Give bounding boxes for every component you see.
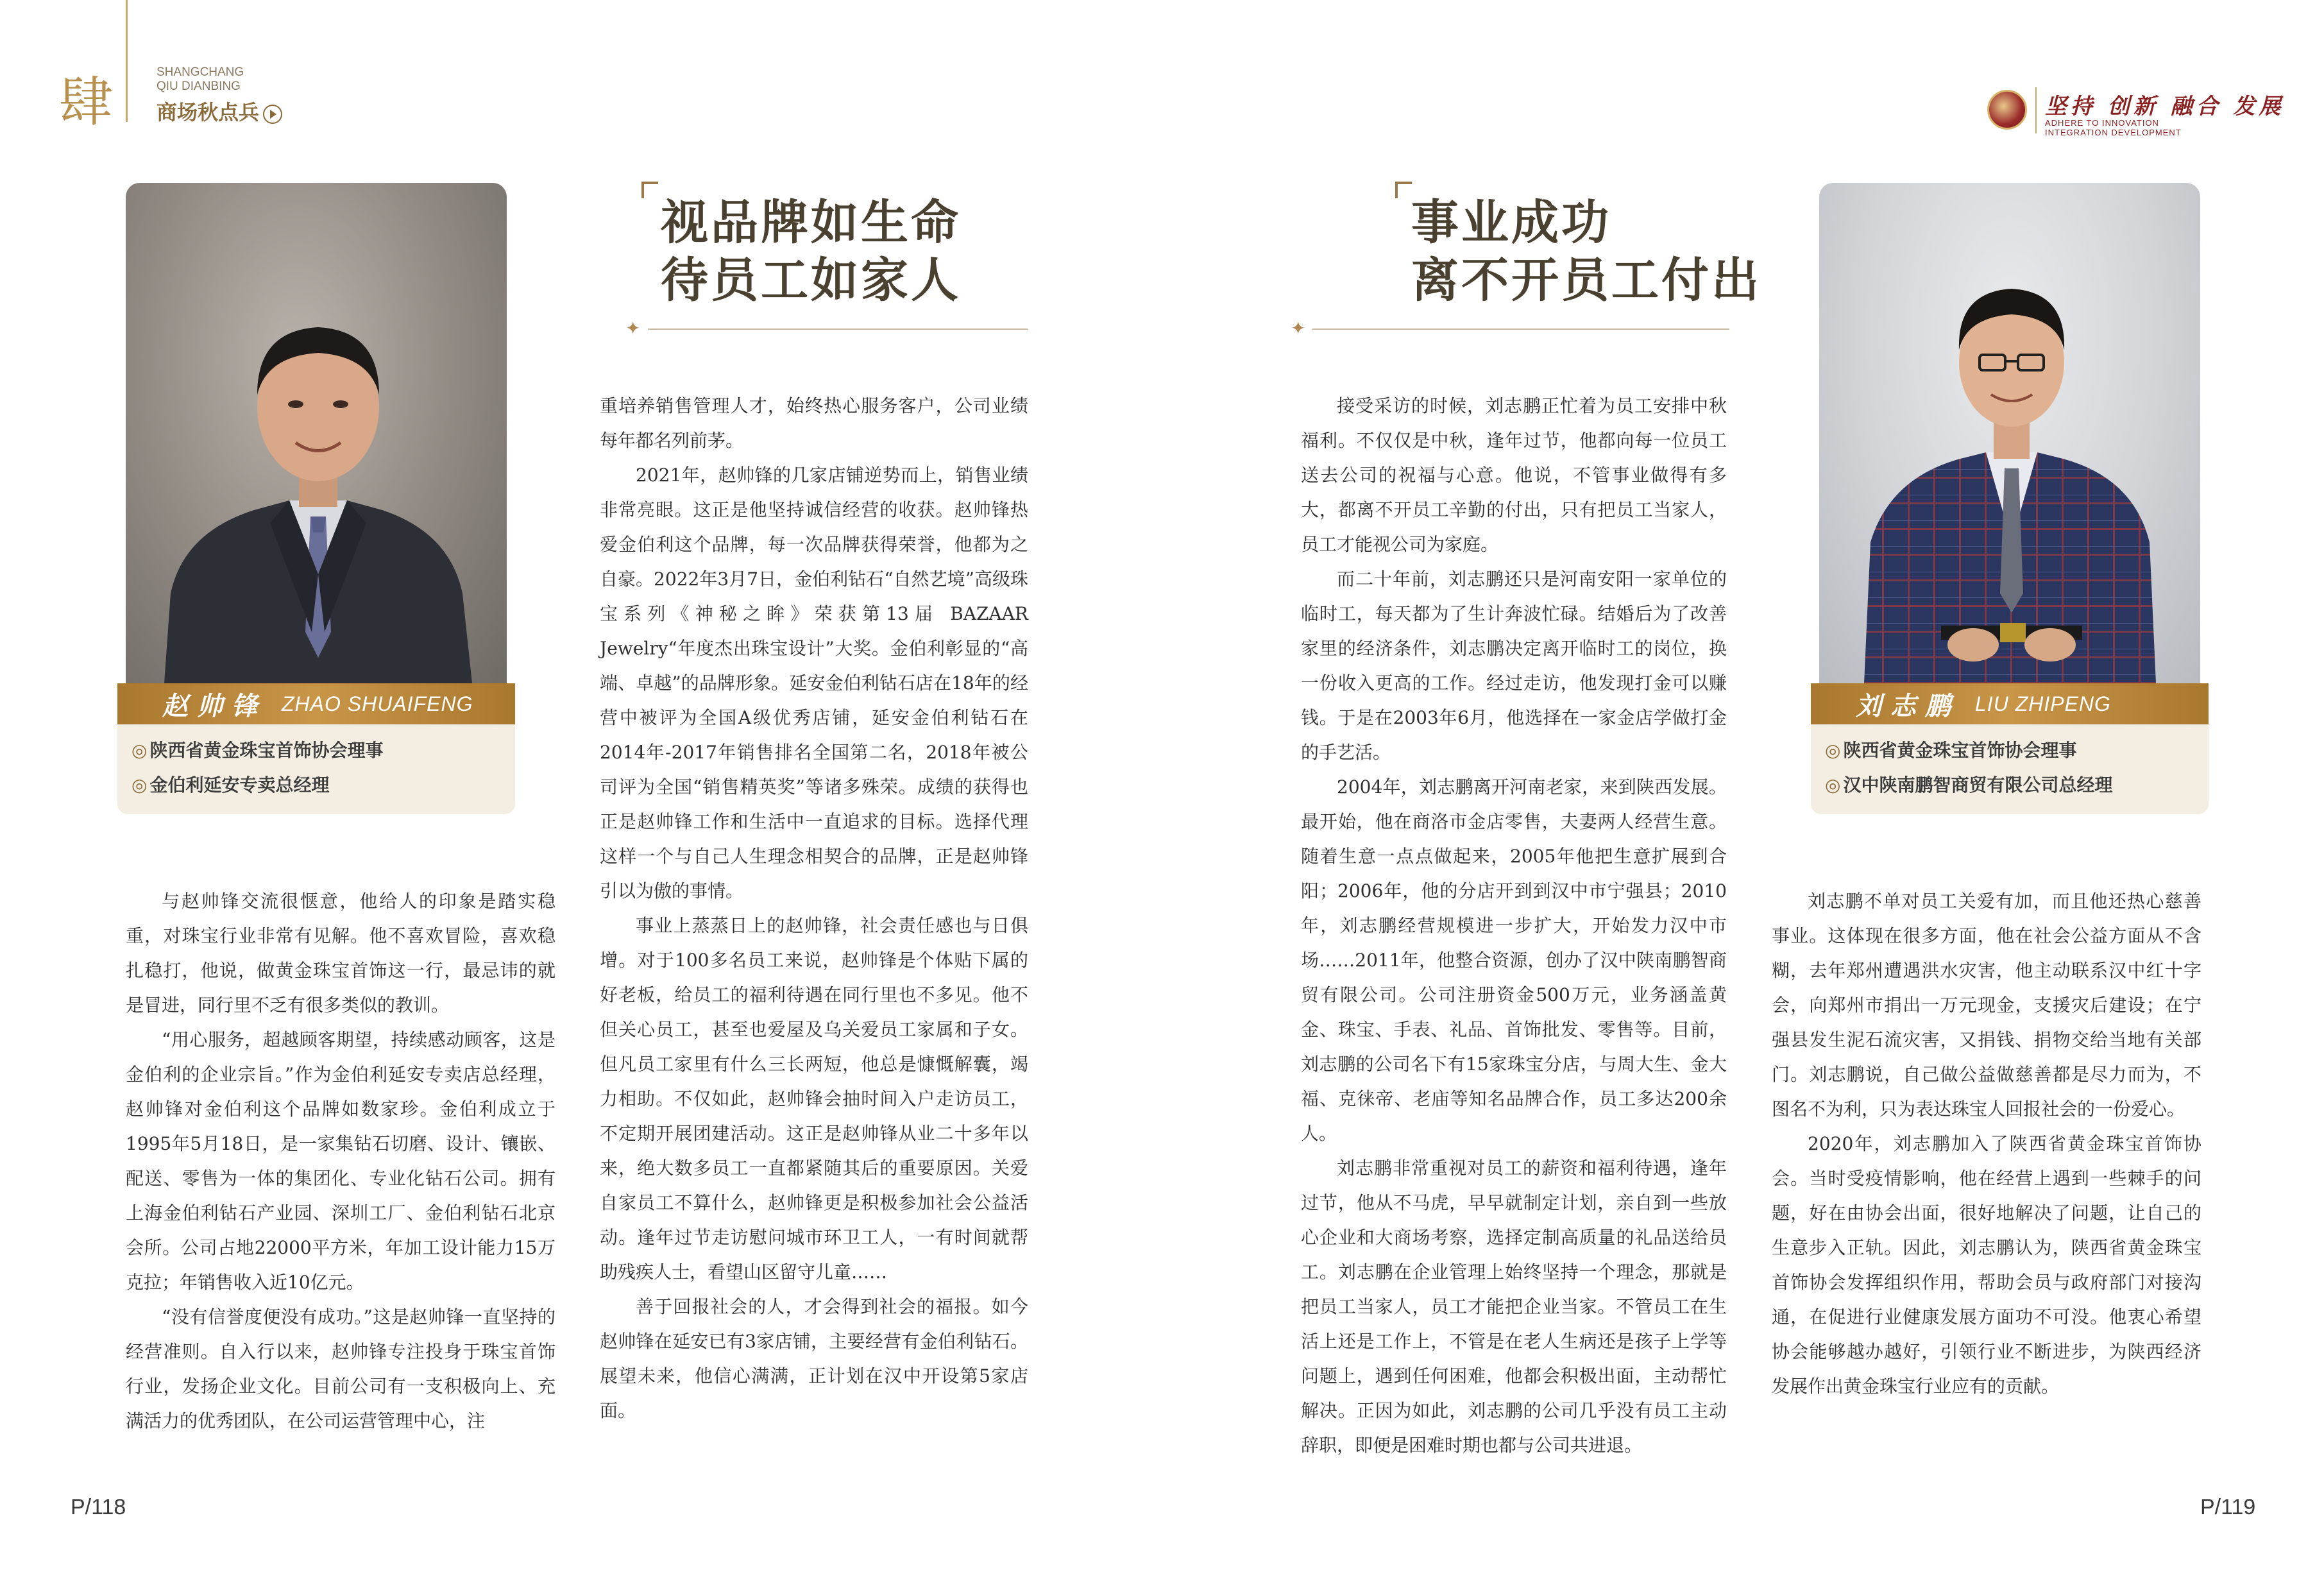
headline-line-2: 待员工如家人 — [661, 253, 961, 308]
slogan-divider — [2035, 87, 2037, 133]
headline-line-1: 视品牌如生命 — [661, 195, 961, 250]
profile-name-cn: 刘志鹏 — [1856, 690, 1960, 721]
paragraph: 刘志鹏非常重视对员工的薪资和福利待遇，逢年过节，他从不马虎，早早就制定计划，亲自到一些放心企业和大商场考察，选择定制高质量的礼品送给员工。刘志鹏在企业管理上始终坚持一个理念，那就是把员工当家人，员工才能把企业当家。不管员工在生活上还是工作上，不管是在老人生病还是孩子上学等问题上，遇到任何困难，他都会积极出面，主动帮忙解决。正因为如此，刘志鹏的公司几乎没有员工主动辞职，即便是困难时期也都与公司共进退。 — [1301, 1157, 1727, 1456]
headline-line-2: 离不开员工付出 — [1411, 253, 1761, 308]
paragraph: 2021年，赵帅锋的几家店铺逆势而上，销售业绩非常亮眼。这正是他坚持诚信经营的收获。赵帅锋热爱金伯利这个品牌，每一次品牌获得荣誉，他都为之自豪。2022年3月7日，金伯利钻石“自然艺境”高级珠宝系列《神秘之眸》荣获第13届 BAZAAR Jewelry“年度杰出珠宝设计”大奖。金伯利彰显的“高端、卓越”的品牌形象。延安金伯利钻石店在18年的经营中被评为全国A级优秀店铺，延安金伯利钻石在2014年-2017年销售排名全国第二名，2018年被公司评为全国“销售精英奖”等诸多殊荣。成绩的获得也正是赵帅锋工作和生活中一直追求的目标。选择代理这样一个与自己人生理念相契合的品牌，正是赵帅锋引以为傲的事情。 — [600, 465, 1028, 901]
portrait-photo-left — [126, 183, 507, 683]
profile-title: ◎ 金伯利延安专卖总经理 — [131, 768, 515, 803]
profile-titles-left — [117, 724, 515, 814]
paragraph: 2004年，刘志鹏离开河南老家，来到陕西发展。最开始，他在商洛市金店零售，夫妻两人经营生意。随着生意一点点做起来，2005年他把生意扩展到合阳；2006年，他的分店开到到汉中市宁强县；2010年，刘志鹏经营规模进一步扩大，开始发力汉中市场……2011年，他整合资源，创办了汉中陕南鹏智商贸有限公司。公司注册资金500万元，业务涵盖黄金、珠宝、手表、礼品、首饰批发、零售等。目前，刘志鹏的公司名下有15家珠宝分店，与周大生、金大福、克徕帝、老庙等知名品牌合作，员工多达200余人。 — [1301, 776, 1727, 1144]
headline-rule-left — [648, 329, 1028, 330]
paragraph: 刘志鹏不单对员工关爱有加，而且他还热心慈善事业。这体现在很多方面，他在社会公益方面从不含糊，去年郑州遭遇洪水灾害，他主动联系汉中红十字会，向郑州市捐出一万元现金，支援灾后建设；在宁强县发生泥石流灾害，又捐钱、捐物交给当地有关部门。刘志鹏说，自己做公益做慈善都是尽力而为，不图名不为利，只为表达珠宝人回报社会的一份爱心。 — [1772, 891, 2201, 1120]
headline-corner-right — [1395, 182, 1412, 198]
portrait-photo-right — [1819, 183, 2200, 683]
profile-name-en: LIU ZHIPENG — [1975, 692, 2111, 715]
paragraph: “用心服务，超越顾客期望，持续感动顾客，这是金伯利的企业宗旨。”作为金伯利延安专卖店总经理，赵帅锋对金伯利这个品牌如数家珍。金伯利成立于1995年5月18日，是一家集钻石切磨、设计、镶嵌、配送、零售为一体的集团化、专业化钻石公司。拥有上海金伯利钻石产业园、深圳工厂、金伯利钻石北京会所。公司占地22000平方米，年加工设计能力15万克拉；年销售收入近10亿元。 — [126, 1029, 556, 1293]
profile-name-cn: 赵帅锋 — [162, 690, 266, 721]
portrait-illustration-left — [126, 183, 507, 683]
headline-line-1: 事业成功 — [1411, 195, 1611, 250]
headline-rule-right — [1312, 329, 1729, 330]
paragraph: 而二十年前，刘志鹏还只是河南安阳一家单位的临时工，每天都为了生计奔波忙碌。结婚后为了改善家里的经济条件，刘志鹏决定离开临时工的岗位，换一份收入更高的工作。经过走访，他发现打金可以赚钱。于是在2003年6月，他选择在一家金店学做打金的手艺活。 — [1301, 568, 1727, 763]
page-number-left: P/118 — [71, 1495, 126, 1519]
header-divider — [126, 0, 128, 122]
paragraph: 事业上蒸蒸日上的赵帅锋，社会责任感也与日俱增。对于100多名员工来说，赵帅锋是个体贴下属的好老板，给员工的福利待遇在同行里也不多见。他不但关心员工，甚至也爱屋及乌关爱员工家属和子女。但凡员工家里有什么三长两短，他总是慷慨解囊，竭力相助。不仅如此，赵帅锋会抽时间入户走访员工，不定期开展团建活动。这正是赵帅锋从业二十多年以来，绝大数多员工一直都紧随其后的重要原因。关爱自家员工不算什么，赵帅锋更是积极参加社会公益活动。逢年过节走访慰问城市环卫工人，一有时间就帮助残疾人士，看望山区留守儿童…… — [600, 915, 1028, 1283]
portrait-illustration-right — [1819, 183, 2200, 683]
headline-corner-left — [641, 182, 658, 198]
page-number-right: P/119 — [2200, 1495, 2256, 1519]
profile-title: ◎ 陕西省黄金珠宝首饰协会理事 — [1825, 733, 2209, 768]
name-banner-left — [117, 683, 515, 724]
play-icon — [263, 105, 282, 124]
paragraph: 与赵帅锋交流很惬意，他给人的印象是踏实稳重，对珠宝行业非常有见解。他不喜欢冒险，喜欢稳扎稳打，他说，做黄金珠宝首饰这一行，最忌讳的就是冒进，同行里不乏有很多类似的教训。 — [126, 891, 556, 1016]
section-english-line-2: QIU DIANBING — [157, 80, 241, 93]
slogan-english — [2045, 118, 2182, 137]
article-column-right-1 — [1301, 389, 1727, 1463]
section-title-text: 商场秋点兵 — [157, 101, 260, 124]
section-title — [157, 96, 282, 126]
paragraph: 2020年，刘志鹏加入了陕西省黄金珠宝首饰协会。当时受疫情影响，他在经营上遇到一些棘手的问题，好在由协会出面，很好地解决了问题，让自己的生意步入正轨。因此，刘志鹏认为，陕西省黄金珠宝首饰协会发挥组织作用，帮助会员与政府部门对接沟通，在促进行业健康发展方面功不可没。他衷心希望协会能够越办越好，引领行业不断进步，为陕西经济发展作出黄金珠宝行业应有的贡献。 — [1772, 1133, 2201, 1397]
paragraph: “没有信誉度便没有成功。”这是赵帅锋一直坚持的经营准则。自入行以来，赵帅锋专注投身于珠宝首饰行业，发扬企业文化。目前公司有一支积极向上、充满活力的优秀团队，在公司运营管理中心，注 — [126, 1306, 556, 1431]
section-english-label — [157, 65, 244, 94]
name-banner-right — [1811, 683, 2209, 724]
article-column-right-2 — [1772, 884, 2201, 1404]
section-english-line-1: SHANGCHANG — [157, 65, 244, 79]
slogan-english-line-1: ADHERE TO INNOVATION — [2045, 118, 2159, 128]
association-logo — [1987, 90, 2027, 130]
slogan-english-line-2: INTEGRATION DEVELOPMENT — [2045, 128, 2182, 137]
article-column-left-2 — [600, 389, 1028, 1428]
profile-title: ◎ 陕西省黄金珠宝首饰协会理事 — [131, 733, 515, 768]
headline-left — [661, 194, 961, 309]
paragraph: 接受采访的时候，刘志鹏正忙着为员工安排中秋福利。不仅仅是中秋，逢年过节，他都向每一位员工送去公司的祝福与心意。他说，不管事业做得有多大，都离不开员工辛勤的付出，只有把员工当家人，员工才能视公司为家庭。 — [1301, 395, 1727, 555]
section-glyph: 肆 — [59, 71, 116, 133]
article-column-left-1 — [126, 884, 556, 1439]
headline-right — [1411, 194, 1761, 309]
slogan-chinese: 坚持 创新 融合 发展 — [2045, 94, 2285, 119]
profile-title: ◎ 汉中陕南鹏智商贸有限公司总经理 — [1825, 768, 2209, 803]
profile-name-en: ZHAO SHUAIFENG — [282, 692, 473, 715]
paragraph: 重培养销售管理人才，始终热心服务客户，公司业绩每年都名列前茅。 — [600, 395, 1028, 451]
headline-ornament-right: ✦ — [1291, 318, 1306, 339]
headline-ornament-left: ✦ — [625, 318, 641, 339]
profile-titles-right — [1811, 724, 2209, 814]
paragraph: 善于回报社会的人，才会得到社会的福报。如今赵帅锋在延安已有3家店铺，主要经营有金伯利钻石。展望未来，他信心满满，正计划在汉中开设第5家店面。 — [600, 1296, 1028, 1421]
